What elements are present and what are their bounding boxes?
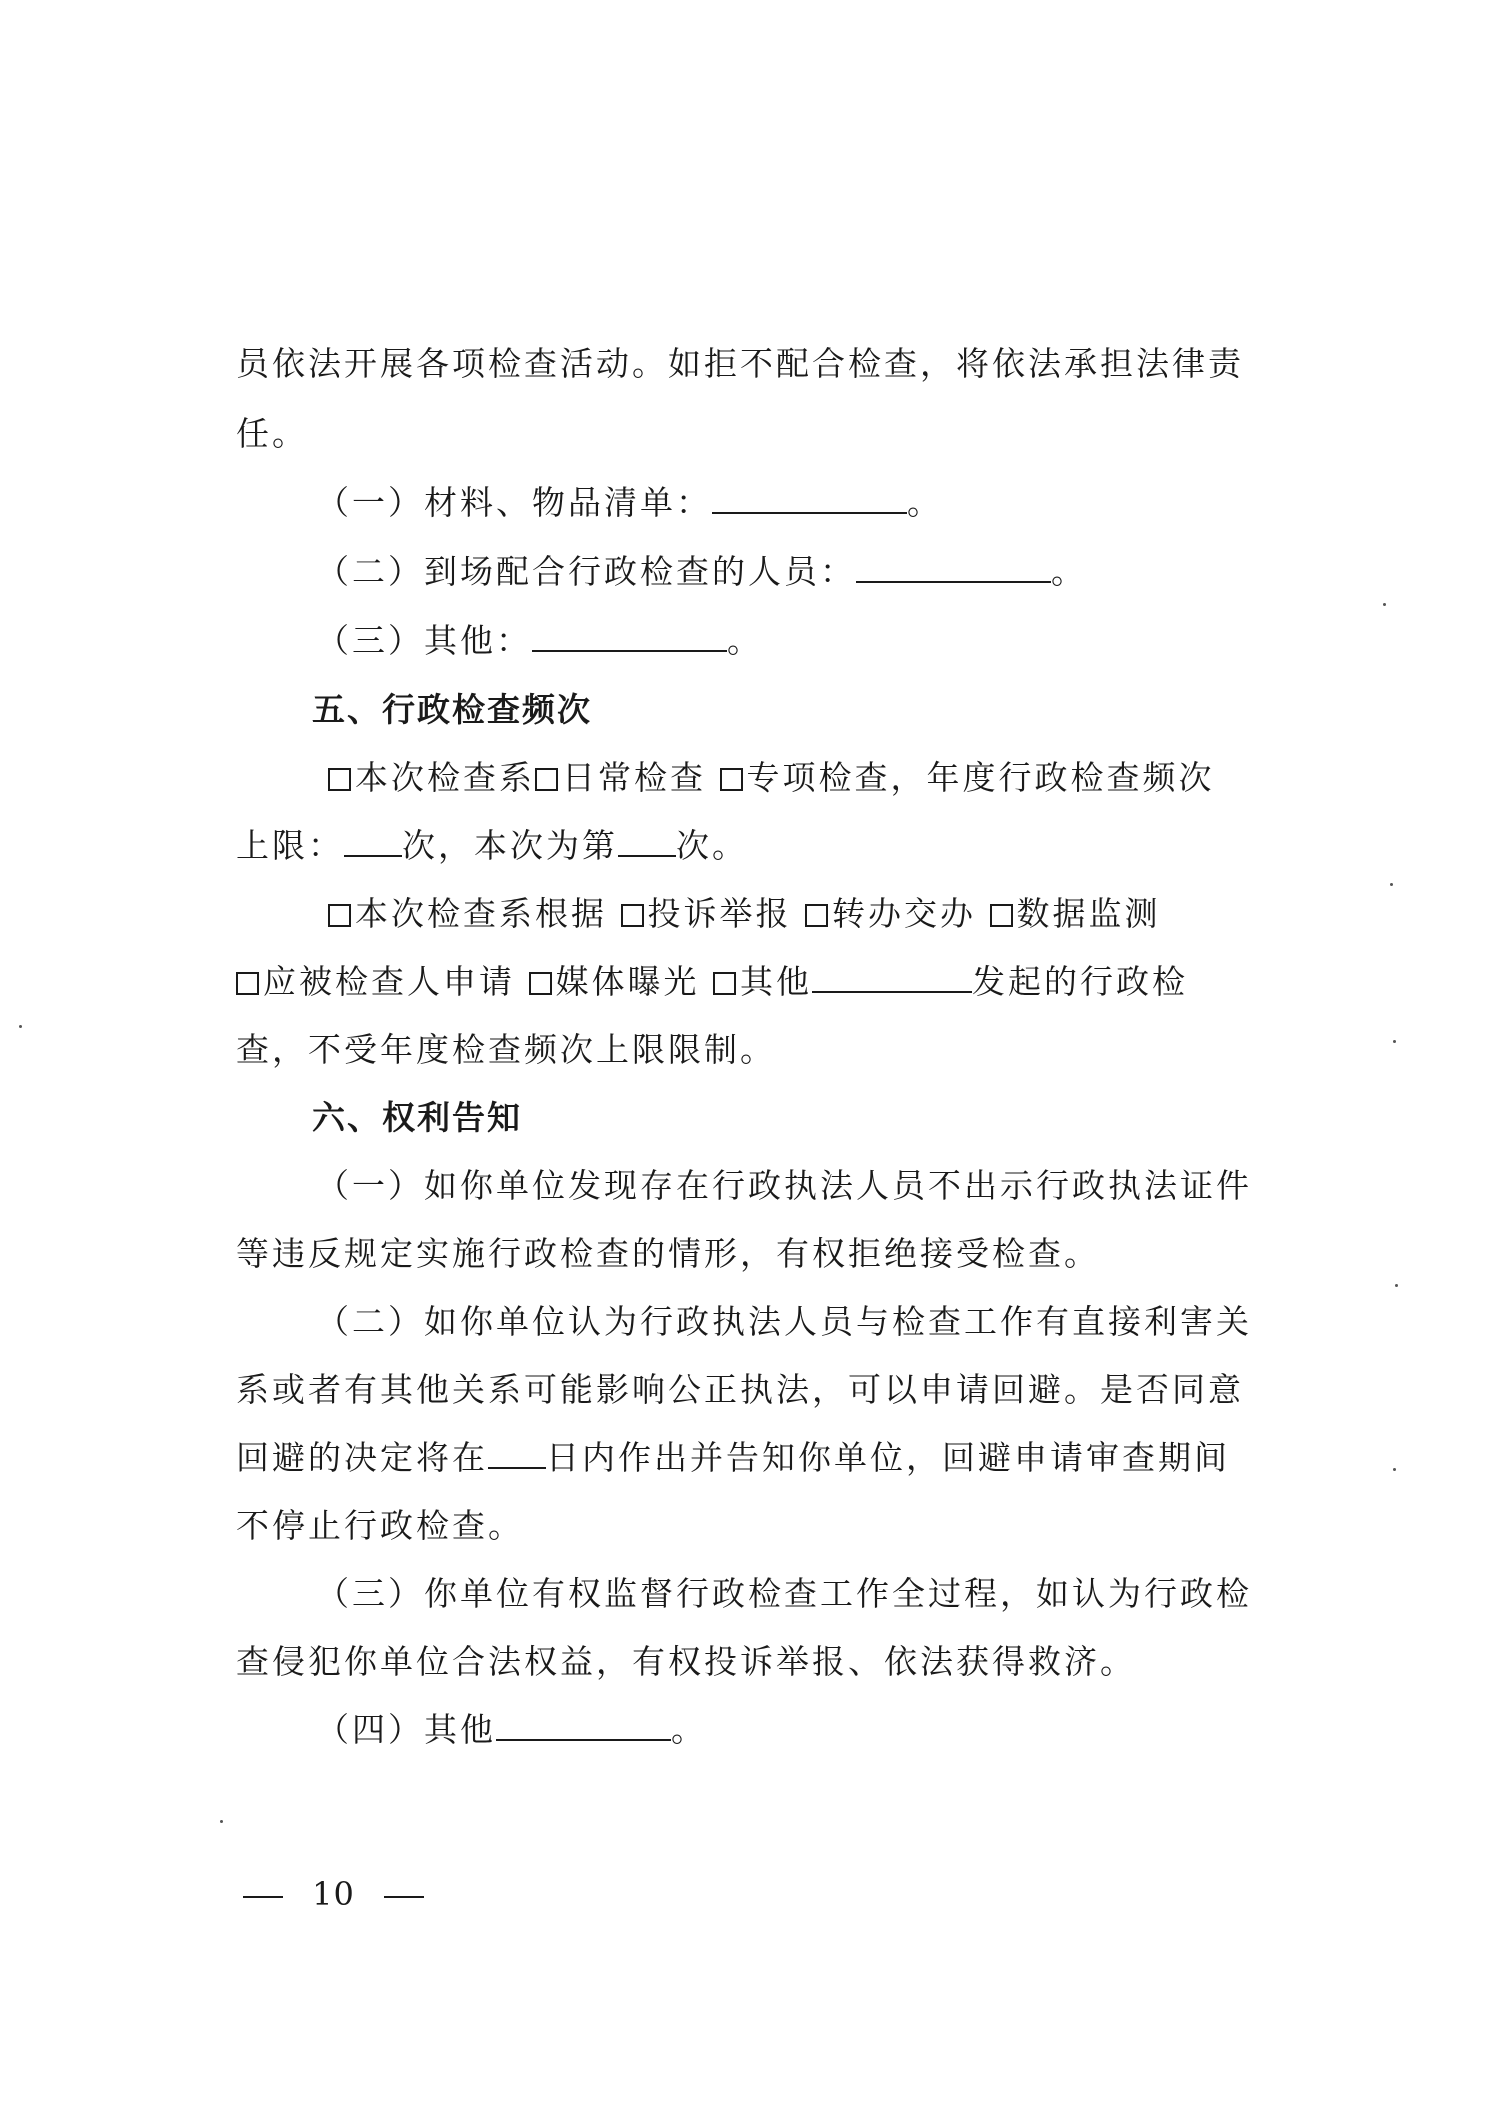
period: 。 xyxy=(671,1710,707,1749)
limit-label: 次，本次为第 xyxy=(402,826,618,865)
avoidance-text: 回避的决定将在 xyxy=(236,1438,488,1477)
checkbox-daily[interactable] xyxy=(535,768,558,791)
paragraph-line: 等违反规定实施行政检查的情形，有权拒绝接受检查。 xyxy=(236,1234,1100,1273)
count-blank[interactable] xyxy=(618,827,676,857)
checkbox-data-monitoring[interactable] xyxy=(990,904,1013,927)
paragraph-line: 查，不受年度检查频次上限限制。 xyxy=(236,1030,776,1069)
scan-speck xyxy=(1390,883,1393,886)
item-label: （三）其他： xyxy=(316,621,532,660)
item-materials xyxy=(316,483,943,523)
other-blank[interactable] xyxy=(532,622,727,652)
scan-speck xyxy=(19,1025,22,1028)
limit-label: 上限： xyxy=(236,826,344,865)
personnel-blank[interactable] xyxy=(856,553,1051,583)
checkbox-media[interactable] xyxy=(529,972,552,995)
materials-blank[interactable] xyxy=(712,484,907,514)
checkbox-label: 其他 xyxy=(740,962,812,1001)
checkbox-label: 转办交办 xyxy=(832,894,976,933)
scan-speck xyxy=(1393,1468,1396,1471)
other-rights-blank[interactable] xyxy=(496,1711,671,1741)
scan-speck xyxy=(1383,603,1386,606)
avoidance-line xyxy=(236,1438,1230,1478)
item-label: （四）其他 xyxy=(316,1710,496,1749)
scan-speck xyxy=(1395,1284,1398,1287)
paragraph-line: （二）如你单位认为行政执法人员与检查工作有直接利害关 xyxy=(316,1302,1252,1341)
checkbox-label: 发起的行政检 xyxy=(972,962,1188,1001)
item-other xyxy=(316,621,763,661)
checkbox-label: 媒体曝光 xyxy=(555,962,700,1001)
section-heading-frequency: 五、行政检查频次 xyxy=(312,690,592,729)
page-number-value: 10 xyxy=(312,1875,355,1913)
days-blank[interactable] xyxy=(488,1439,546,1469)
checkbox-label: 日常检查 xyxy=(562,758,706,797)
basis-line-2 xyxy=(236,962,1188,1002)
limit-label: 次。 xyxy=(676,826,748,865)
checkbox-other[interactable] xyxy=(713,972,736,995)
scan-speck xyxy=(220,1820,223,1823)
frequency-limit-line xyxy=(236,826,748,866)
checkbox-label: 应被检查人申请 xyxy=(263,962,515,1001)
checkbox-transfer[interactable] xyxy=(805,904,828,927)
checkbox-label: 本次检查系 xyxy=(355,758,535,797)
item-label: （一）材料、物品清单： xyxy=(316,483,712,522)
checkbox-application[interactable] xyxy=(236,972,259,995)
period: 。 xyxy=(1051,552,1087,591)
item-label: （二）到场配合行政检查的人员： xyxy=(316,552,856,591)
item-other-rights xyxy=(316,1710,707,1750)
scan-speck xyxy=(1393,1040,1396,1043)
frequency-line xyxy=(328,758,1215,798)
limit-blank[interactable] xyxy=(344,827,402,857)
checkbox-label: 专项检查，年度行政检查频次 xyxy=(746,758,1215,797)
page-number xyxy=(243,1874,424,1914)
dash-right xyxy=(384,1896,424,1898)
period: 。 xyxy=(727,621,763,660)
paragraph-line: 不停止行政检查。 xyxy=(236,1506,524,1545)
checkbox[interactable] xyxy=(328,904,351,927)
period: 。 xyxy=(907,483,943,522)
section-heading-rights: 六、权利告知 xyxy=(312,1098,522,1137)
paragraph-line: 查侵犯你单位合法权益，有权投诉举报、依法获得救济。 xyxy=(236,1642,1136,1681)
item-personnel xyxy=(316,552,1087,592)
checkbox-complaint[interactable] xyxy=(621,904,644,927)
basis-line xyxy=(328,894,1161,934)
dash-left xyxy=(243,1896,283,1898)
other-basis-blank[interactable] xyxy=(812,963,972,993)
avoidance-text: 日内作出并告知你单位，回避申请审查期间 xyxy=(546,1438,1230,1477)
paragraph-line: 任。 xyxy=(236,414,308,453)
paragraph-line: 员依法开展各项检查活动。如拒不配合检查，将依法承担法律责 xyxy=(236,344,1244,383)
paragraph-line: 系或者有其他关系可能影响公正执法，可以申请回避。是否同意 xyxy=(236,1370,1244,1409)
paragraph-line: （一）如你单位发现存在行政执法人员不出示行政执法证件 xyxy=(316,1166,1252,1205)
checkbox-special[interactable] xyxy=(720,768,743,791)
checkbox-label: 投诉举报 xyxy=(647,894,792,933)
checkbox[interactable] xyxy=(328,768,351,791)
paragraph-line: （三）你单位有权监督行政检查工作全过程，如认为行政检 xyxy=(316,1574,1252,1613)
checkbox-label: 数据监测 xyxy=(1016,894,1161,933)
checkbox-label: 本次检查系根据 xyxy=(355,894,607,933)
